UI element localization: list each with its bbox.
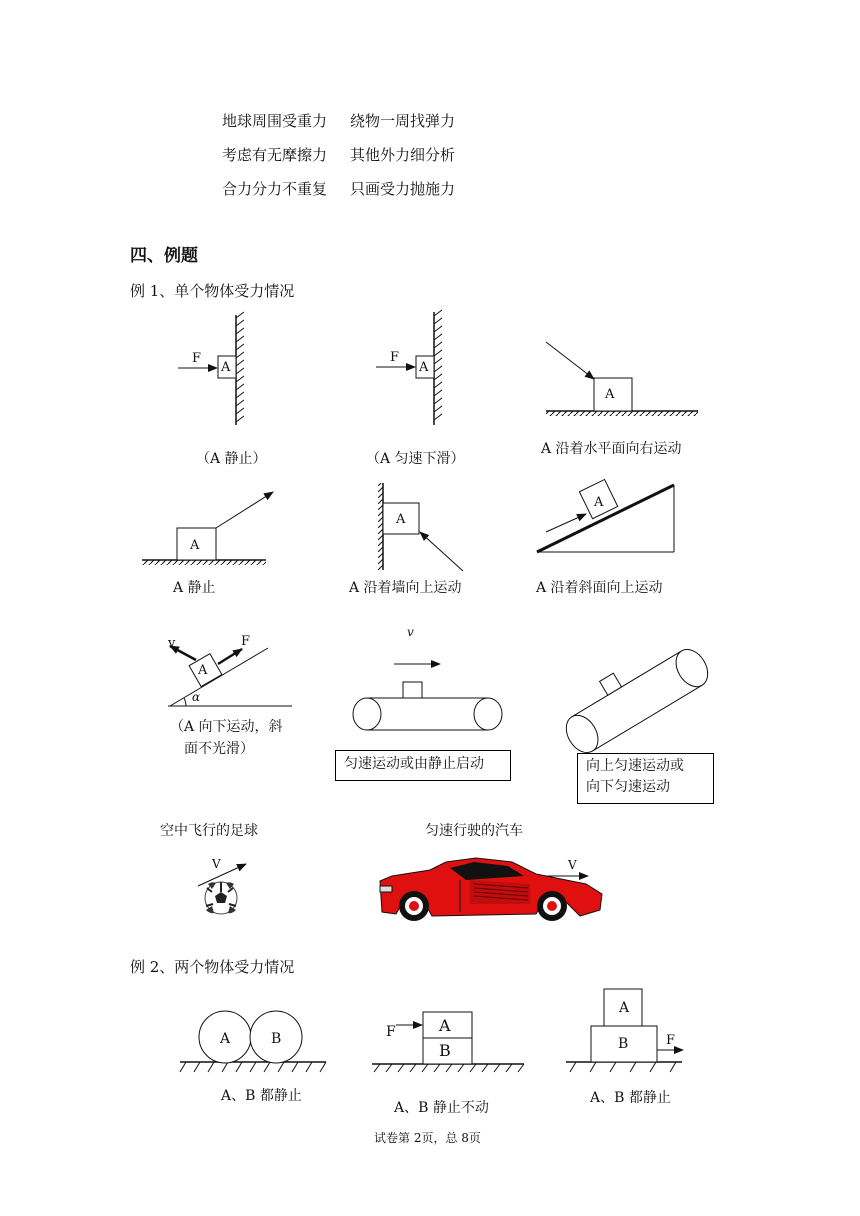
verse-1-right: 绕物一周找弹力 <box>350 112 456 130</box>
ex2-d3-label-b: B <box>618 1036 629 1052</box>
example2-title: 例 2、两个物体受力情况 <box>130 958 295 976</box>
verse-3-right: 只画受力抛施力 <box>350 180 456 198</box>
caption-5: A 沿着墙向上运动 <box>349 580 462 596</box>
page-footer: 试卷第 2页，总 8页 <box>374 1131 481 1145</box>
caption-2: （A 匀速下滑） <box>366 451 465 467</box>
caption-9-box <box>577 753 714 804</box>
example1-title: 例 1、单个物体受力情况 <box>130 282 295 300</box>
ex2-d3-label-a: A <box>619 1000 630 1016</box>
caption-9-line1: 向上匀速运动或 <box>586 758 684 774</box>
diagram-6 <box>537 479 674 552</box>
verse-2-left: 考虑有无摩擦力 <box>222 146 328 164</box>
ex2-d1-label-b: B <box>271 1031 282 1047</box>
d8-label-v: v <box>407 625 414 639</box>
caption-8: 匀速运动或由静止启动 <box>344 756 484 772</box>
d1-label-f: F <box>192 351 202 366</box>
caption-7-line2: 面不光滑） <box>184 741 254 757</box>
diagram-5 <box>378 483 463 571</box>
d3-label-a: A <box>605 387 615 402</box>
caption-14: A、B 都静止 <box>590 1090 671 1106</box>
ex2-d2-label-a: A <box>439 1016 451 1035</box>
verse-2-right: 其他外力细分析 <box>350 146 456 164</box>
diagram-3 <box>546 342 698 416</box>
verse-1-left: 地球周围受重力 <box>222 112 328 130</box>
caption-8-box <box>335 750 511 781</box>
ex2-d2-label-b: B <box>439 1041 451 1060</box>
verse-3-left: 合力分力不重复 <box>222 180 328 198</box>
d7-label-f: F <box>241 634 251 649</box>
d6-label-a: A <box>594 495 604 510</box>
caption-10: 空中飞行的足球 <box>160 823 258 839</box>
d5-label-a: A <box>396 512 406 527</box>
caption-11: 匀速行驶的汽车 <box>425 823 523 839</box>
ex2-d1-label-a: A <box>220 1031 231 1047</box>
d2-label-f: F <box>390 350 400 365</box>
ex2-diagram-1 <box>180 1011 326 1072</box>
caption-4: A 静止 <box>173 580 216 596</box>
caption-9-line2: 向下匀速运动 <box>586 779 670 795</box>
caption-13: A、B 静止不动 <box>394 1100 489 1116</box>
caption-3: A 沿着水平面向右运动 <box>541 441 682 457</box>
caption-1: （A 静止） <box>196 451 267 467</box>
section-title: 四、例题 <box>130 246 198 266</box>
caption-12: A、B 都静止 <box>221 1088 302 1104</box>
diagram-2 <box>376 310 442 425</box>
ball-label-v: V <box>212 857 221 871</box>
d7-label-alpha: α <box>192 690 201 704</box>
caption-6: A 沿着斜面向上运动 <box>536 580 663 596</box>
diagram-4 <box>142 492 273 565</box>
d7-label-v: v <box>168 636 176 651</box>
football <box>198 864 246 914</box>
diagram-7 <box>168 646 292 706</box>
diagram-8 <box>353 664 502 730</box>
caption-7-line1: （A 向下运动，斜 <box>170 719 283 735</box>
d1-label-a: A <box>221 360 231 375</box>
ex2-d3-label-f: F <box>666 1033 676 1048</box>
d2-label-a: A <box>419 360 429 375</box>
ex2-d2-label-f: F <box>386 1024 396 1040</box>
car-label-v: V <box>568 858 577 872</box>
d4-label-a: A <box>190 538 200 553</box>
diagram-1 <box>178 312 244 425</box>
d7-label-a: A <box>198 663 208 678</box>
diagram-9 <box>552 630 715 758</box>
